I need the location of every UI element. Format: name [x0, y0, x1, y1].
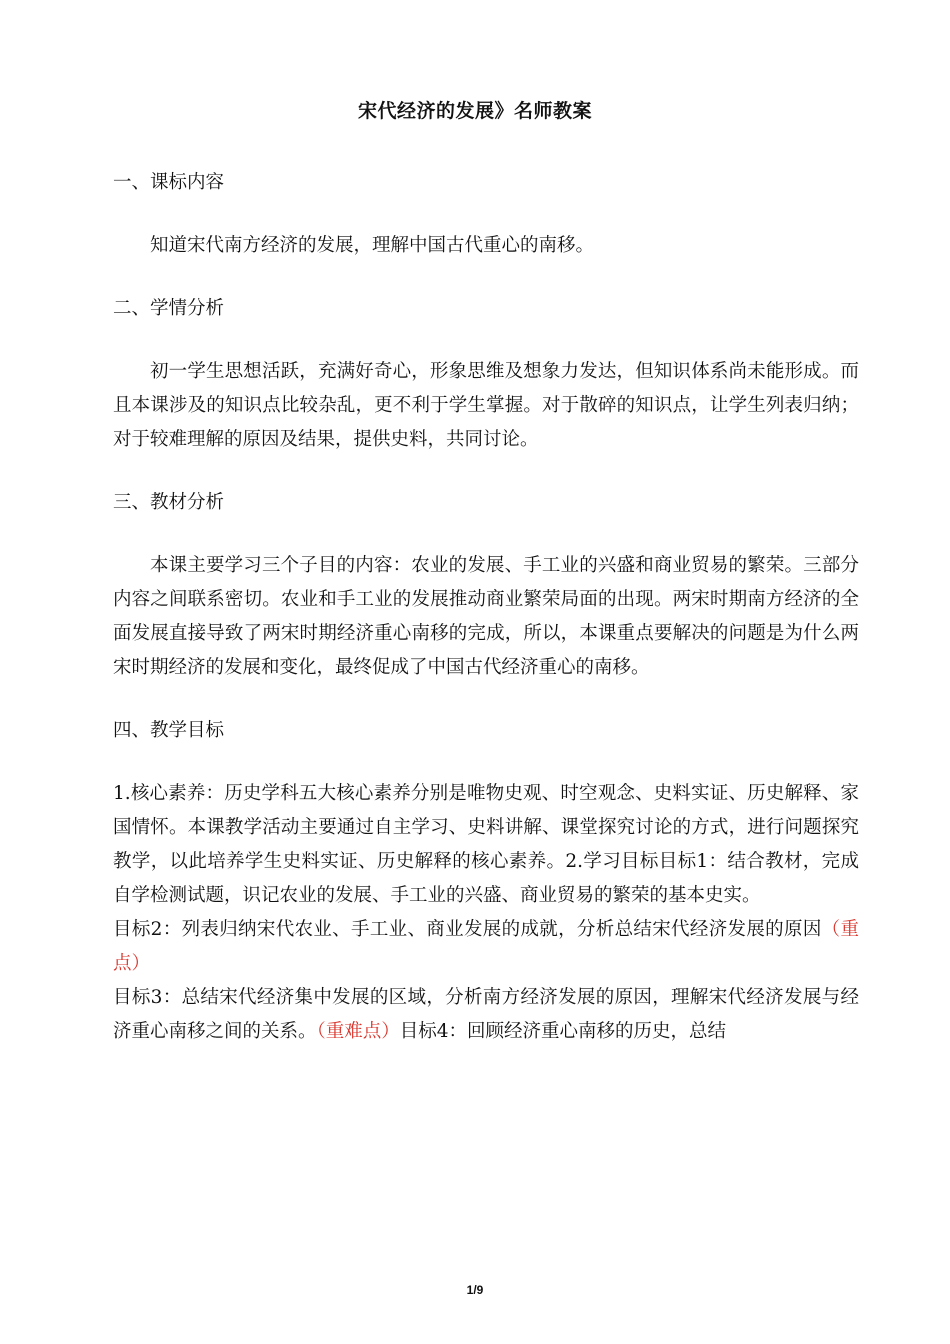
section-heading-teaching-goals: 四、教学目标	[113, 720, 225, 741]
document-body	[113, 166, 859, 1049]
section-heading-textbook-analysis: 三、教材分析	[113, 492, 225, 513]
curriculum-paragraph: 知道宋代南方经济的发展，理解中国古代重心的南移。	[150, 235, 595, 256]
goal-2-paragraph	[113, 913, 859, 981]
section-heading-learner-analysis: 二、学情分析	[113, 298, 225, 319]
key-point-mark: （重点）	[113, 919, 859, 974]
document-title: 宋代经济的发展》名师教案	[357, 100, 592, 122]
core-literacy-paragraph: 1.核心素养：历史学科五大核心素养分别是唯物史观、时空观念、史料实证、历史解释、家国情怀。本课教学活动主要通过自主学习、史料讲解、课堂探究讨论的方式，进行问题探究教学，以此培养学生史料实证、历史解释的核心素养。2.学习目标目标1：结合教材，完成自学检测试题，识记农业的发展、手工业的兴盛、商业贸易的繁荣的基本史实。	[113, 783, 859, 906]
goal-3-text: 目标3：总结宋代经济集中发展的区域，分析南方经济发展的原因，理解宋代经济发展与经济重心南移之间的关系。	[113, 987, 859, 1042]
learner-analysis-paragraph: 初一学生思想活跃，充满好奇心，形象思维及想象力发达，但知识体系尚未能形成。而且本课涉及的知识点比较杂乱，更不利于学生掌握。对于散碎的知识点，让学生列表归纳；对于较难理解的原因及结果，提供史料，共同讨论。	[113, 361, 859, 450]
difficult-point-mark: （重难点）	[316, 1021, 400, 1042]
goal-2-text: 目标2：列表归纳宋代农业、手工业、商业发展的成就，分析总结宋代经济发展的原因	[113, 919, 822, 940]
page-number: 1/9	[466, 1283, 484, 1297]
textbook-analysis-paragraph: 本课主要学习三个子目的内容：农业的发展、手工业的兴盛和商业贸易的繁荣。三部分内容之间联系密切。农业和手工业的发展推动商业繁荣局面的出现。两宋时期南方经济的全面发展直接导致了两宋时期经济重心南移的完成，所以，本课重点要解决的问题是为什么两宋时期经济的发展和变化，最终促成了中国古代经济重心的南移。	[113, 555, 859, 678]
goal-3-paragraph	[113, 981, 859, 1049]
section-heading-curriculum: 一、课标内容	[113, 172, 225, 193]
goal-4-text: 目标4：回顾经济重心南移的历史，总结	[399, 1021, 727, 1042]
